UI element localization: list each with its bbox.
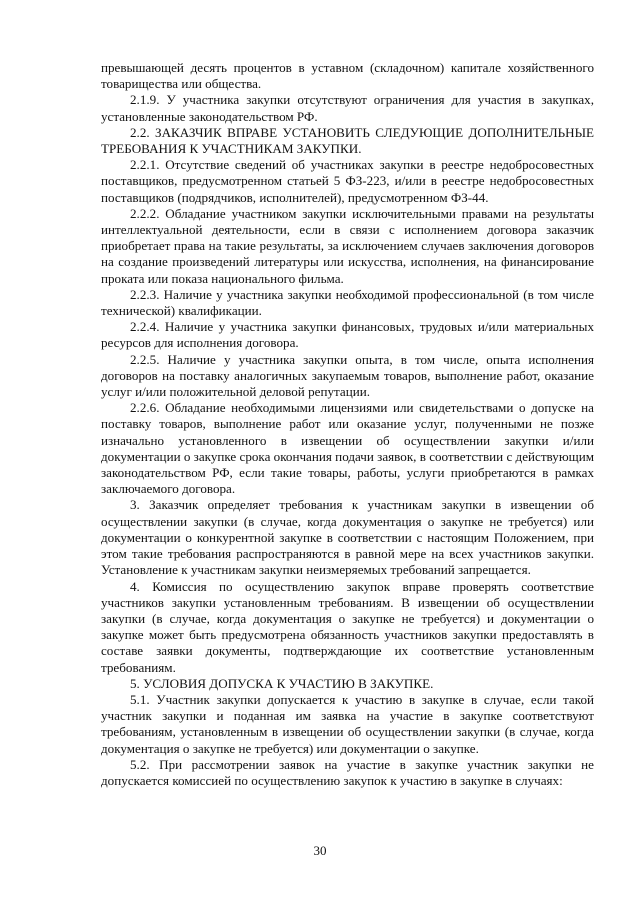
section-heading-2-2: 2.2. ЗАКАЗЧИК ВПРАВЕ УСТАНОВИТЬ СЛЕДУЮЩИЕ ДОПОЛНИТЕЛЬНЫЕ ТРЕБОВАНИЯ К УЧАСТНИКАМ ЗАКУПКИ. (101, 124, 594, 157)
paragraph-continuation: превышающей десять процентов в уставном (складочном) капитале хозяйственного товарищества или общества. (101, 60, 594, 92)
page-body (101, 60, 594, 789)
paragraph-2-2-5: 2.2.5. Наличие у участника закупки опыта, в том числе, опыта исполнения договоров на поставку аналогичных закупаемым товаров, выполнение работ, оказание услуг и/или положительной деловой репутации. (101, 351, 594, 400)
paragraph-5-2: 5.2. При рассмотрении заявок на участие в закупке участник закупки не допускается комиссией по осуществлению закупок к участию в закупке в случаях: (101, 756, 594, 788)
paragraph-3: 3. Заказчик определяет требования к участникам закупки в извещении об осуществлении закупки (в случае, когда документация о закупке не требуется) или документации о конкурентной закупке в соответствии с настоящим Положением, при этом такие требования распространяются в равной мере на всех участников закупки. Установление к участникам закупки неизмеряемых требований запрещается. (101, 497, 594, 578)
paragraph-2-2-3: 2.2.3. Наличие у участника закупки необходимой профессиональной (в том числе технической) квалификации. (101, 286, 594, 319)
page-number: 30 (313, 843, 327, 858)
paragraph-2-2-6: 2.2.6. Обладание необходимыми лицензиями или свидетельствами о допуске на поставку товаров, выполнение работ или оказание услуг, полученными не позже изначально установленного в извещении об осуществлении закупки и/или документации о закупке срока окончания подачи заявок, в соответствии с действующим законодательством РФ, если такие товары, работы, услуги приобретаются в рамках заключаемого договора. (101, 400, 594, 497)
paragraph-5-1: 5.1. Участник закупки допускается к участию в закупке в случае, если такой участник закупки и поданная им заявка на участие в закупке соответствуют требованиям, установленным в извещении об осуществлении закупки (в случае, когда документация о закупке не требуется) или документации о закупке. (101, 691, 594, 756)
paragraph-2-2-2: 2.2.2. Обладание участником закупки исключительными правами на результаты интеллектуальной деятельности, если в связи с исполнением договора заказчик приобретает права на такие результаты, за исключением случаев заключения договоров на создание произведений литературы или искусства, исполнения, на финансирование проката или показа национального фильма. (101, 205, 594, 286)
paragraph-2-2-4: 2.2.4. Наличие у участника закупки финансовых, трудовых и/или материальных ресурсов для исполнения договора. (101, 319, 594, 351)
paragraph-4: 4. Комиссия по осуществлению закупок вправе проверять соответствие участников закупки установленным требованиям. В извещении об осуществлении закупки (в случае, когда документация о закупке не требуется) и документации о закупке может быть предусмотрена обязанность участников закупки предоставлять в составе заявки документы, подтверждающие их соответствие установленным требованиям. (101, 578, 594, 675)
section-heading-5: 5. УСЛОВИЯ ДОПУСКА К УЧАСТИЮ В ЗАКУПКЕ. (130, 675, 434, 691)
paragraph-2-1-9: 2.1.9. У участника закупки отсутствуют ограничения для участия в закупках, установленные законодательством РФ. (101, 92, 594, 124)
paragraph-2-2-1: 2.2.1. Отсутствие сведений об участниках закупки в реестре недобросовестных поставщиков, предусмотренном статьей 5 ФЗ-223, и/или в реестре недобросовестных поставщиков (подрядчиков, исполнителей), предусмотренном ФЗ-44. (101, 157, 594, 205)
